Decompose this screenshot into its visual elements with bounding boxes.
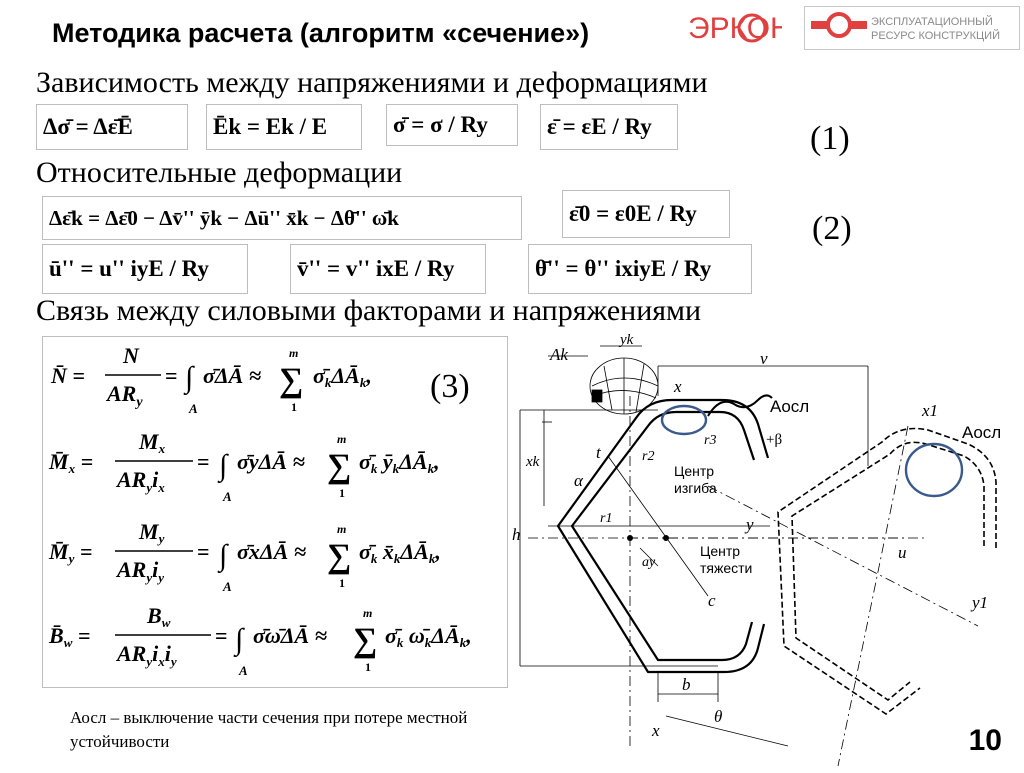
svg-text:N̄ =: N̄ =	[51, 363, 85, 388]
label-aosl-2: Аосл	[962, 423, 1002, 442]
label-ak: Ak	[550, 345, 568, 364]
label-yk: yk	[620, 332, 634, 348]
svg-text:m: m	[337, 522, 347, 536]
footnote-aosl: Аосл – выключение части сечения при потере местной устойчивости	[70, 708, 468, 751]
svg-text:∫: ∫	[235, 623, 244, 656]
label-plus-beta: +β	[766, 432, 783, 448]
svg-text:∫: ∫	[185, 361, 194, 394]
label-theta: θ	[714, 707, 723, 726]
label-x-bottom: x	[652, 721, 660, 740]
svg-text:M̄x =: M̄x =	[49, 449, 94, 476]
section-heading-force-stress: Связь между силовыми факторами и напряжениями	[36, 294, 702, 327]
resource-logo-line2: РЕСУРС КОНСТРУКЦИЙ	[871, 30, 1000, 42]
label-x1: x1	[922, 401, 939, 420]
erkon-logo	[686, 6, 782, 48]
label-t: t	[596, 443, 601, 462]
label-h: h	[512, 525, 521, 544]
section-diagram	[508, 326, 1024, 768]
formula-eps0: ε̄0 = ε0E / Ry	[562, 190, 730, 238]
svg-text:σ̄kΔĀk,: σ̄kΔĀk,	[313, 363, 372, 390]
svg-text:σ̄ω̄ΔĀ ≈: σ̄ω̄ΔĀ ≈	[253, 623, 327, 648]
equation-number-3: (3)	[430, 368, 470, 405]
equation-number-2: (2)	[812, 210, 852, 247]
label-xk: xk	[526, 454, 540, 470]
svg-text:Mx: Mx	[139, 429, 166, 456]
formula-sigma-bar: σ̄ = σ / Ry	[386, 104, 518, 146]
resource-logo	[804, 6, 1020, 50]
svg-text:σ̄k x̄kΔĀk,: σ̄k x̄kΔĀk,	[359, 539, 441, 566]
svg-text:1: 1	[365, 660, 371, 674]
svg-text:σ̄k ȳkΔĀk,: σ̄k ȳkΔĀk,	[359, 449, 440, 476]
label-ay: ay	[642, 555, 656, 570]
section-heading-stress-strain: Зависимость между напряжениями и деформациями	[36, 66, 708, 99]
label-b: b	[682, 675, 691, 694]
svg-text:σ̄yΔĀ ≈: σ̄yΔĀ ≈	[237, 449, 305, 474]
label-c: c	[708, 591, 716, 610]
formula-eps-bar: ε̄ = εE / Ry	[540, 104, 678, 150]
formula-delta-sigma: Δσ̄ = Δε̄Ē	[36, 104, 188, 150]
label-r1: r1	[600, 511, 613, 526]
label-y: y	[746, 515, 754, 534]
svg-text:σ̄xΔĀ ≈: σ̄xΔĀ ≈	[237, 539, 306, 564]
svg-text:Bw: Bw	[147, 603, 171, 630]
svg-text:=: =	[215, 623, 228, 648]
svg-text:=: =	[165, 363, 178, 388]
svg-text:∑: ∑	[353, 622, 378, 659]
svg-text:∑: ∑	[327, 448, 352, 485]
label-x-top: x	[674, 377, 682, 396]
label-y1: y1	[972, 593, 989, 612]
svg-text:1: 1	[339, 576, 345, 590]
label-center-gravity: Центр тяжести	[700, 543, 753, 576]
formula-ek: Ēk = Ek / E	[206, 104, 362, 150]
svg-text:A: A	[223, 489, 232, 504]
svg-text:∑: ∑	[279, 362, 304, 399]
formula-u-bar: ū'' = u'' iyE / Ry	[42, 244, 248, 294]
erkon-logo-text: ЭРКОН	[688, 12, 782, 45]
svg-text:ARyixiy: $AR_yi_xi_y$	[117, 641, 177, 669]
svg-text:m: m	[289, 346, 299, 360]
svg-text:∑: ∑	[327, 538, 352, 575]
svg-text:m: m	[337, 432, 347, 446]
svg-text:m: m	[363, 606, 373, 620]
formula-delta-eps-k: Δε̄k = Δε̄0 − Δv̄'' ȳk − Δū'' x̄k − Δθ̄'' ω̄k	[42, 196, 522, 240]
svg-text:M̄y =: M̄y =	[49, 539, 93, 566]
label-r3: r3	[704, 433, 717, 448]
svg-text:σ̄ΔĀ ≈: σ̄ΔĀ ≈	[203, 363, 261, 388]
equation-number-1: (1)	[810, 120, 850, 157]
svg-text:My: My	[139, 519, 165, 546]
label-v: v	[760, 349, 768, 368]
svg-text:ARyix: $AR_yi_x$	[117, 467, 165, 495]
svg-text:N: N	[123, 343, 139, 368]
svg-text:B̄w =: B̄w =	[49, 623, 91, 650]
svg-text:∫: ∫	[219, 539, 228, 572]
page-number: 10	[968, 724, 1002, 757]
label-alpha: α	[574, 471, 583, 490]
resource-logo-line1: ЭКСПЛУАТАЦИОННЫЙ	[871, 16, 993, 28]
svg-text:1: 1	[339, 486, 345, 500]
svg-text:ARyiy: $AR_yi_y$	[117, 557, 165, 585]
svg-text:A: A	[189, 401, 198, 416]
svg-text:=: =	[197, 449, 210, 474]
svg-text:A: A	[223, 579, 232, 594]
svg-text:1: 1	[291, 400, 297, 414]
svg-text:=: =	[197, 539, 210, 564]
formula-theta-bar: θ̄'' = θ'' ixiyE / Ry	[528, 244, 752, 294]
svg-text:σ̄k ω̄kΔĀk,: σ̄k ω̄kΔĀk,	[385, 623, 472, 650]
label-r2: r2	[642, 449, 655, 464]
svg-text:ARy: $AR_y$	[107, 381, 143, 410]
label-center-bend: Центр изгиба	[674, 463, 717, 496]
label-u: u	[898, 543, 907, 562]
svg-text:A: A	[239, 663, 248, 678]
svg-text:∫: ∫	[219, 449, 228, 482]
slide-title: Методика расчета (алгоритм «сечение»)	[52, 18, 590, 48]
section-heading-relative-strain: Относительные деформации	[36, 156, 403, 189]
label-aosl-1: Аосл	[770, 397, 810, 416]
formula-v-bar: v̄'' = v'' ixE / Ry	[290, 244, 486, 294]
